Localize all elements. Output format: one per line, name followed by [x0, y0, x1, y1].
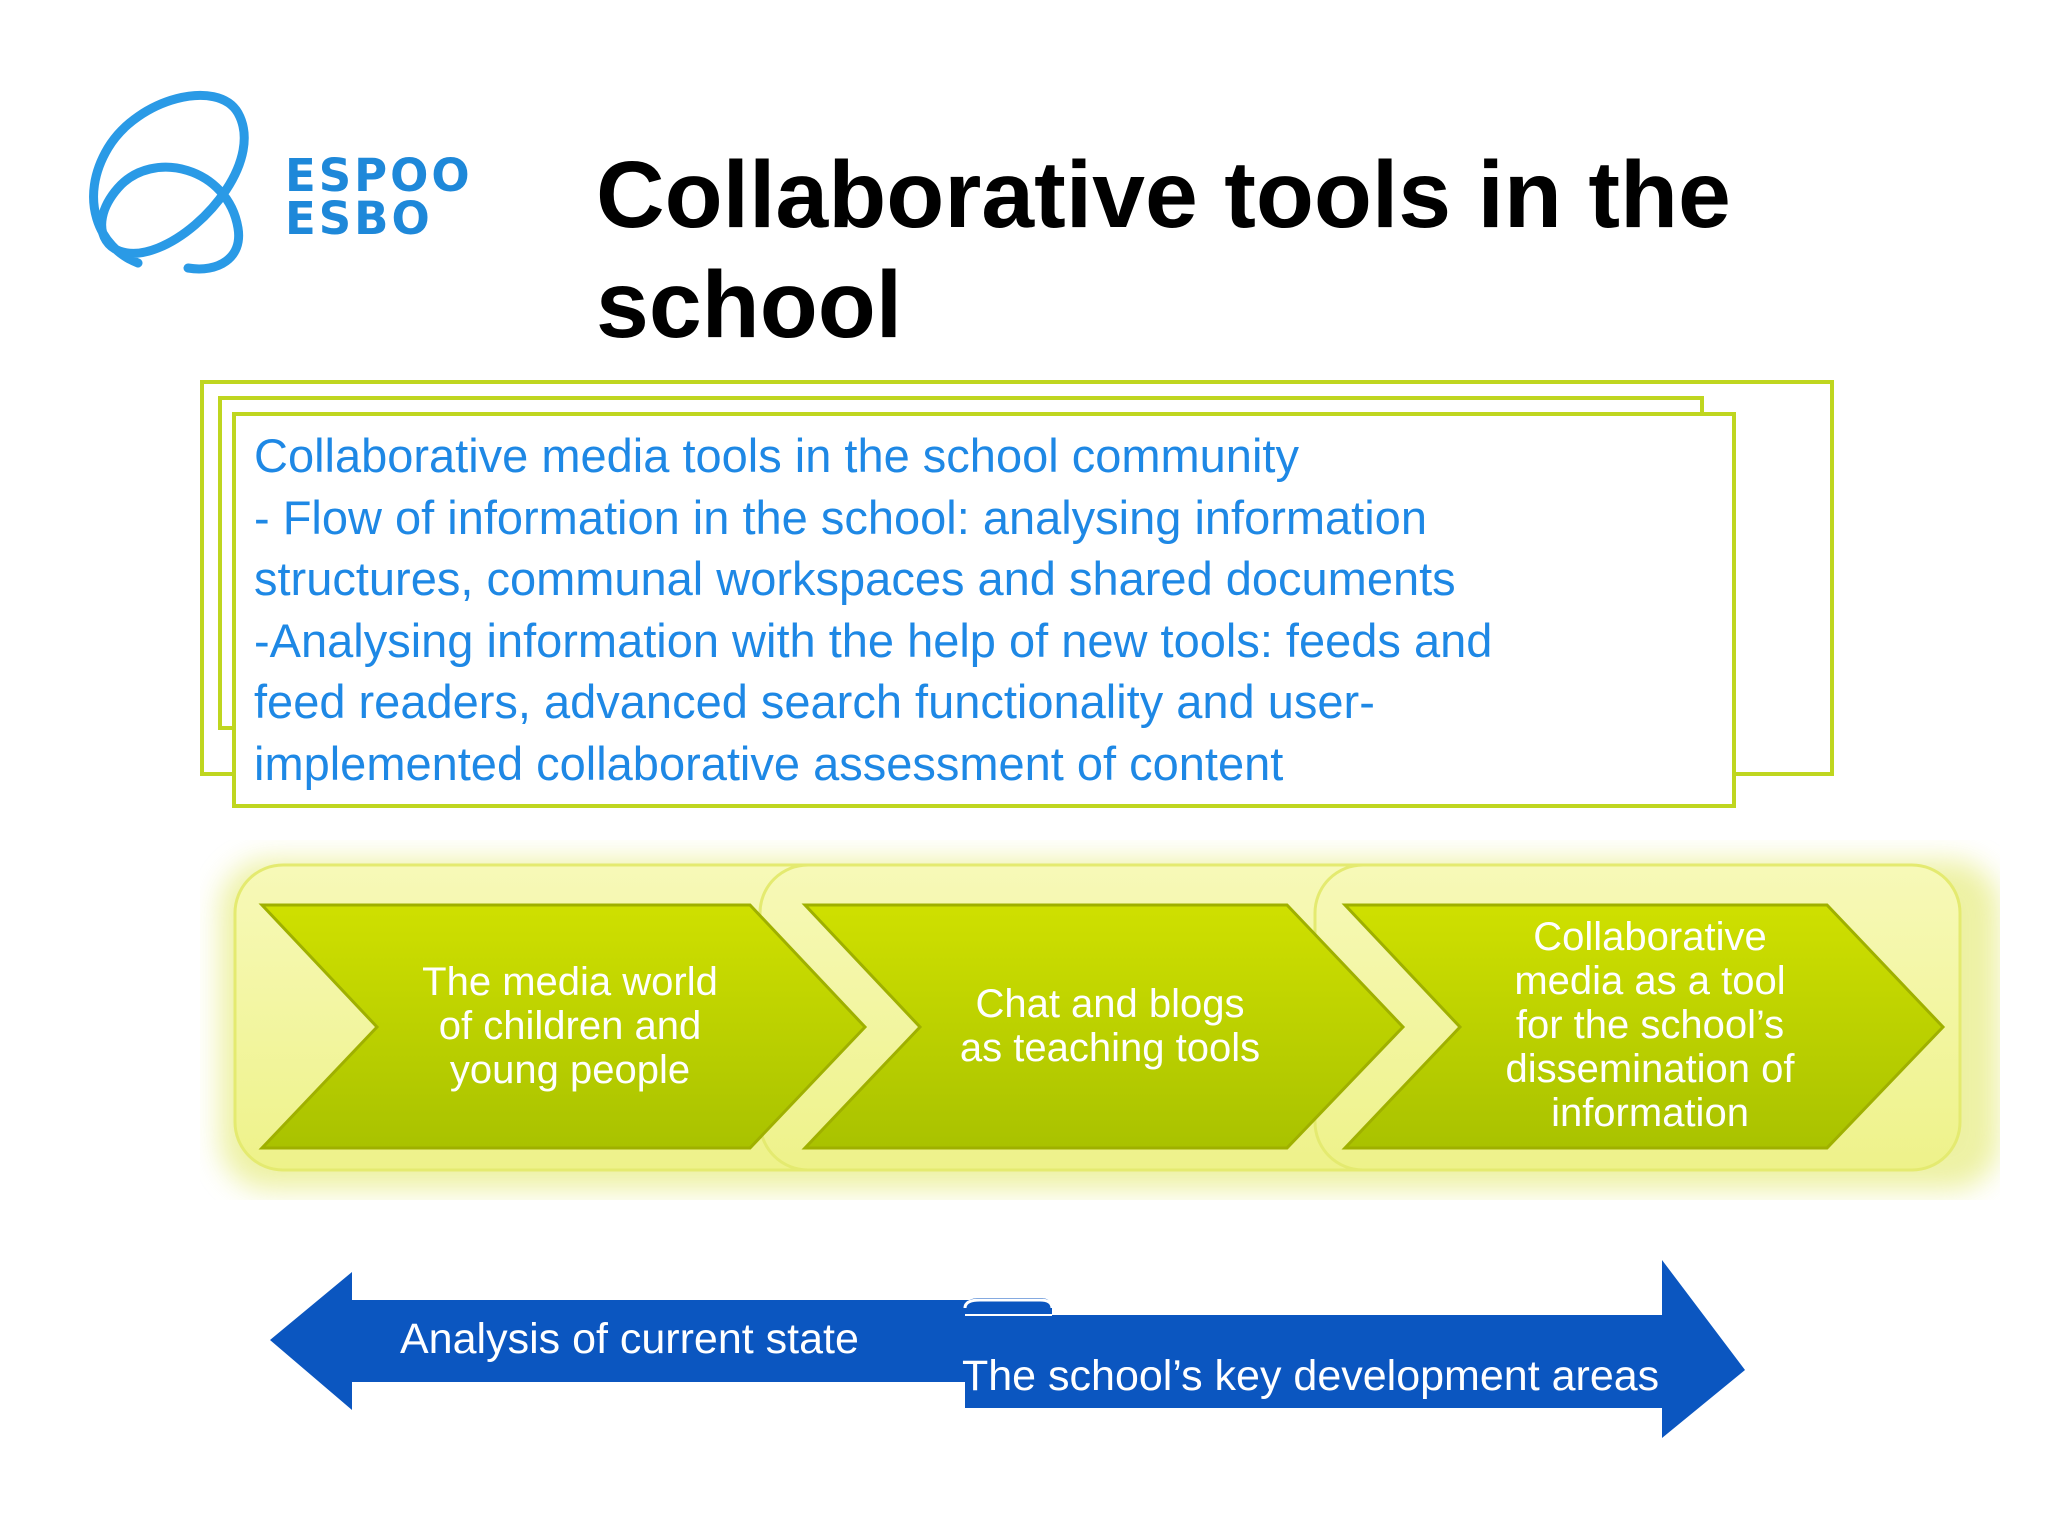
- info-text-block: [254, 425, 1714, 794]
- info-line: implemented collaborative assessment of content: [254, 736, 1284, 790]
- logo-swirl-icon: [78, 78, 278, 278]
- info-line: structures, communal workspaces and shared documents: [254, 552, 1456, 605]
- info-line: - Flow of information in the school: analysing information: [254, 490, 1427, 544]
- step-text-line: as teaching tools: [959, 1026, 1261, 1070]
- process-diagram: [200, 840, 2000, 1200]
- info-line: feed readers, advanced search functionality and user-: [254, 675, 1375, 728]
- espoo-logo: [78, 78, 473, 278]
- right-arrow-icon: [965, 1260, 1745, 1438]
- page-title: Collaborative tools in the school: [596, 142, 1731, 358]
- info-line: Collaborative media tools in the school community: [254, 429, 1299, 482]
- process-step-2-text: [910, 982, 1310, 1070]
- process-step-1-text: [370, 960, 770, 1092]
- step-text-line: for the school’s: [1515, 1003, 1785, 1047]
- step-text-line: of children and: [438, 1004, 702, 1048]
- logo-text-espoo: ESPOO: [285, 149, 473, 202]
- info-line: -Analysing information with the help of new tools: feeds and: [254, 613, 1493, 667]
- process-step-3-text: [1450, 915, 1850, 1135]
- step-text-line: Chat and blogs: [975, 982, 1245, 1026]
- step-text-line: dissemination of: [1505, 1047, 1795, 1091]
- step-text-line: information: [1551, 1091, 1749, 1135]
- bottom-arrows: [260, 1260, 1760, 1450]
- step-text-line: Collaborative: [1533, 915, 1767, 959]
- step-text-line: young people: [449, 1048, 691, 1092]
- right-arrow-label: The school’s key development areas: [962, 1352, 1660, 1400]
- step-text-line: media as a tool: [1514, 959, 1786, 1003]
- logo-text-esbo: ESBO: [285, 192, 433, 245]
- step-text-line: The media world: [422, 960, 718, 1004]
- left-arrow-label: Analysis of current state: [400, 1315, 859, 1363]
